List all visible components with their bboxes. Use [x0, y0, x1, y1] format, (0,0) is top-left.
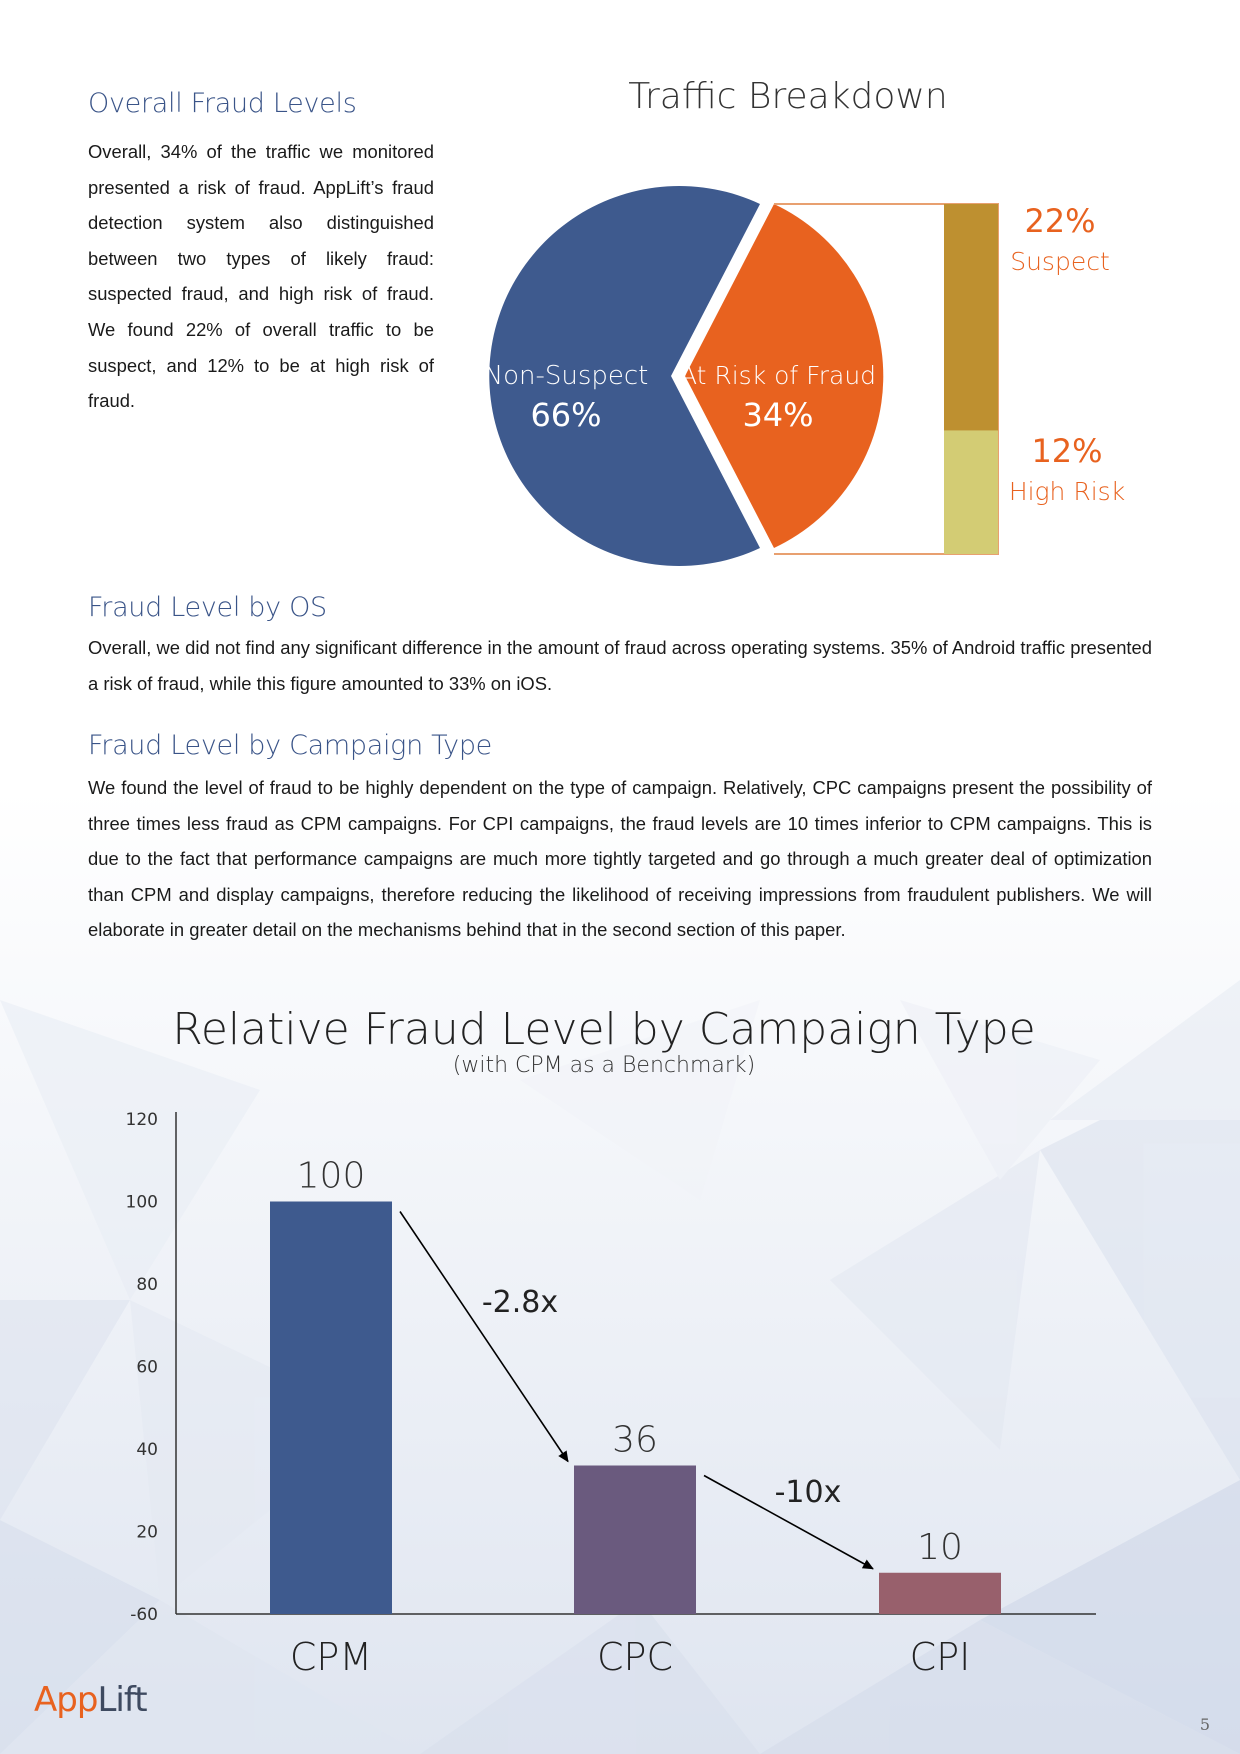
bar-value-label: 100	[296, 1155, 366, 1197]
overall-paragraph: Overall, 34% of the traffic we monitored presented a risk of fraud. AppLift’s fraud detection system also distinguished between two types of likely fraud: suspected fraud, and high risk of fraud. We found 22% of overall traffic to be suspect, and 12% to be at high risk of fraud.	[88, 141, 434, 412]
campaign-paragraph: We found the level of fraud to be highly dependent on the type of campaign. Relatively, CPC campaigns present the possibility of three times less fraud as CPM campaigns. For CPI campaigns, the fraud levels are 10 times inferior to CPM campaigns. This is due to the fact that performance campaigns are much more tightly targeted and go through a much greater deal of optimization than CPM and display campaigns, therefore reducing the likelihood of receiving impressions from fraudulent publishers. We will elaborate in greater detail on the mechanisms behind that in the second section of this paper.	[88, 777, 1152, 941]
reduction-label: -10x	[774, 1475, 842, 1510]
at-risk-label: At Risk of Fraud	[679, 361, 877, 390]
bar-cpc	[574, 1466, 696, 1615]
at-risk-value: 34%	[742, 396, 814, 434]
logo-lift: Lift	[97, 1680, 147, 1720]
non-suspect-label: Non-Suspect	[483, 361, 649, 391]
high-risk-label: High Risk	[1008, 477, 1126, 506]
suspect-value: 22%	[1024, 202, 1096, 240]
suspect-label: Suspect	[1010, 247, 1110, 276]
os-section-title: Fraud Level by OS	[88, 592, 327, 623]
high-risk-value: 12%	[1031, 432, 1103, 470]
bar-value-label: 36	[612, 1419, 658, 1461]
category-label: CPM	[289, 1635, 373, 1679]
reduction-arrow	[400, 1212, 568, 1462]
bar-value-label: 10	[917, 1526, 963, 1568]
breakdown-bar-high-risk	[944, 430, 998, 554]
y-tick-label: -60	[130, 1605, 158, 1625]
bar-cpi	[879, 1573, 1001, 1614]
traffic-breakdown-chart	[450, 70, 1170, 590]
overall-section-title: Overall Fraud Levels	[88, 88, 357, 119]
y-tick-label: 80	[136, 1275, 158, 1295]
logo-app: App	[34, 1680, 98, 1720]
category-label: CPI	[909, 1635, 971, 1679]
bar-cpm	[270, 1202, 392, 1615]
y-tick-label: 120	[125, 1110, 158, 1130]
category-label: CPC	[597, 1635, 673, 1679]
bar-chart-subtitle: (with CPM as a Benchmark)	[452, 1053, 756, 1078]
bar-chart-title: Relative Fraud Level by Campaign Type	[172, 1004, 1036, 1055]
non-suspect-value: 66%	[530, 396, 602, 434]
y-tick-label: 60	[136, 1357, 158, 1378]
reduction-label: -2.8x	[481, 1285, 559, 1320]
applift-logo	[34, 1680, 147, 1720]
page-number: 5	[1199, 1715, 1210, 1734]
y-tick-label: 20	[136, 1522, 158, 1543]
campaign-bar-chart	[0, 990, 1240, 1690]
y-tick-label: 100	[125, 1192, 158, 1213]
campaign-section-title: Fraud Level by Campaign Type	[88, 730, 492, 761]
y-tick-label: 40	[136, 1440, 158, 1460]
traffic-chart-title: Traffic Breakdown	[628, 76, 948, 117]
os-paragraph: Overall, we did not find any significant difference in the amount of fraud across operating systems. 35% of Android traffic presented a risk of fraud, while this figure amounted to 33% on iOS.	[88, 637, 1152, 694]
breakdown-bar-suspect	[944, 204, 998, 430]
